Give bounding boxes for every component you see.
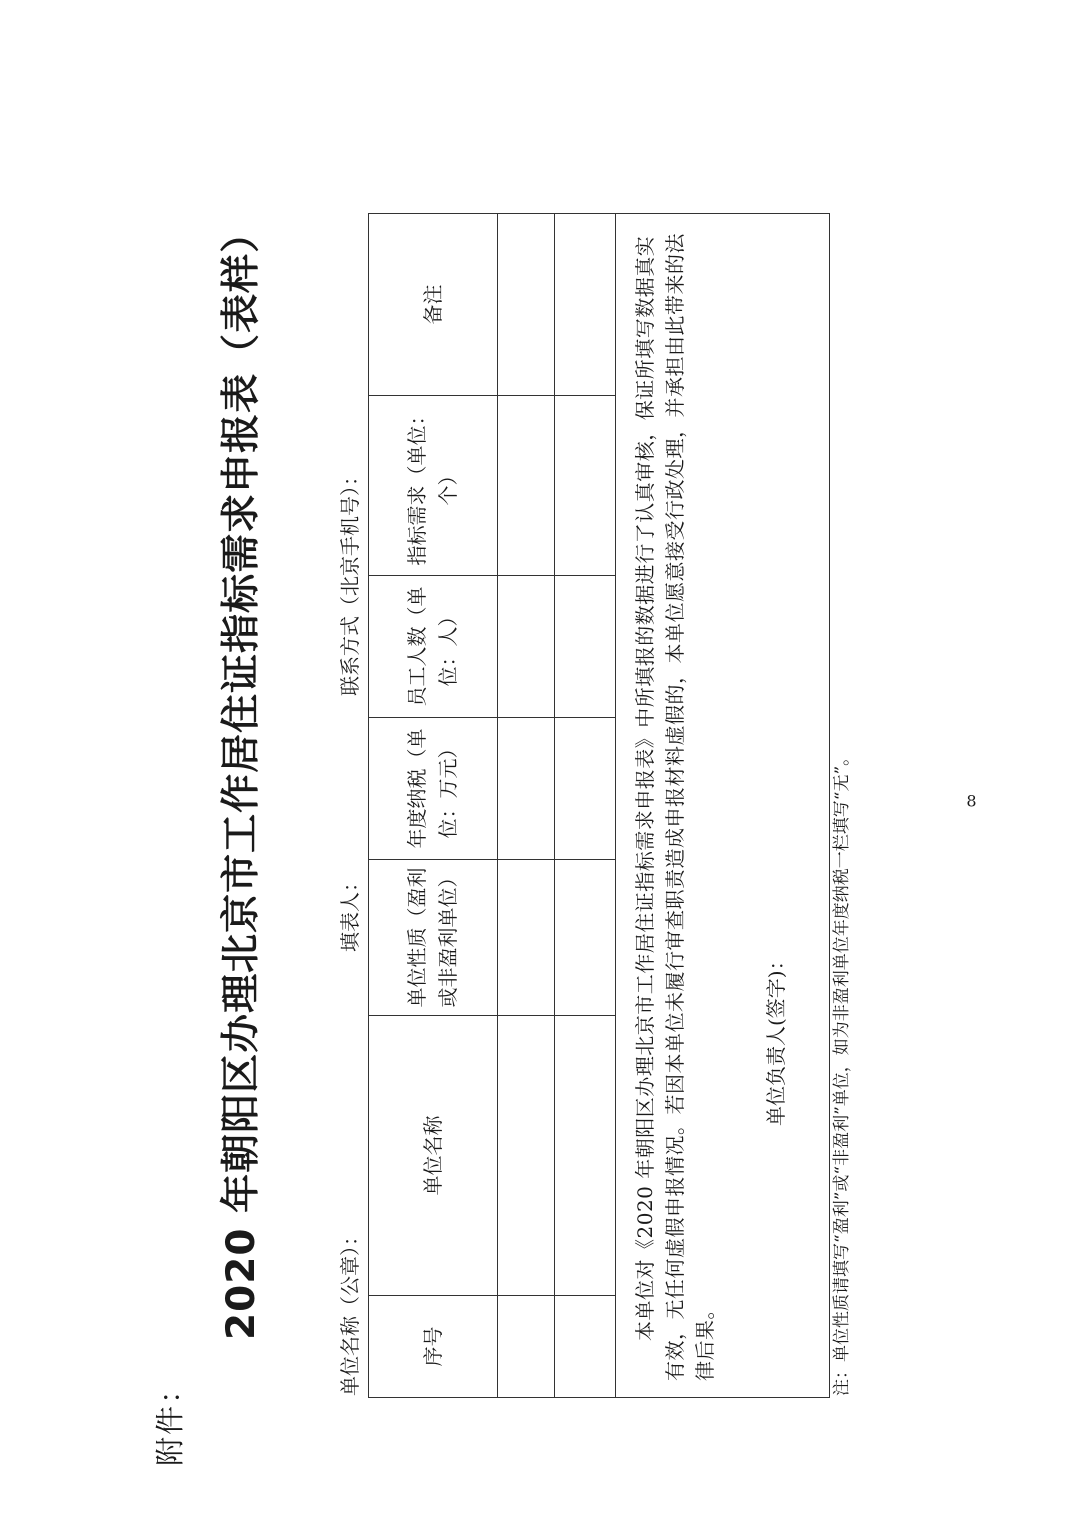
- header-serial-number: 序号: [369, 1296, 498, 1398]
- table-cell[interactable]: [498, 718, 555, 860]
- table-cell[interactable]: [555, 576, 616, 718]
- table-cell[interactable]: [555, 718, 616, 860]
- table-header-row: [369, 214, 498, 1398]
- filler-field-label: 填表人：: [338, 872, 362, 952]
- form-title: 2020 年朝阳区办理北京市工作居住证指标需求申报表（表样）: [219, 212, 264, 1340]
- declaration-cell: [616, 214, 830, 1398]
- table-cell[interactable]: [498, 860, 555, 1016]
- header-unit-name: 单位名称: [369, 1016, 498, 1296]
- attachment-label: 附件：: [153, 1372, 187, 1466]
- header-remarks: 备注: [369, 214, 498, 396]
- declaration-text: 本单位对《2020 年朝阳区办理北京市工作居住证指标需求申报表》中所填报的数据进行了认真审核，保证所填写数据真实有效，无任何虚假申报情况。若因本单位未履行审查职责造成申报材料虚假的，本单位愿意接受行政处理，并承担由此带来的法律后果。: [633, 233, 717, 1381]
- table-cell[interactable]: [555, 396, 616, 576]
- header-quota-demand: 指标需求（单位：个）: [369, 396, 498, 576]
- header-unit-type: 单位性质（盈利或非盈利单位）: [369, 860, 498, 1016]
- contact-field-label: 联系方式（北京手机号）：: [338, 466, 362, 696]
- signature-label: 单位负责人(签字)：: [764, 950, 788, 1126]
- table-cell[interactable]: [555, 1016, 616, 1296]
- page-number: 8: [966, 791, 977, 811]
- table-cell[interactable]: [498, 1016, 555, 1296]
- header-annual-tax: 年度纳税（单位：万元）: [369, 718, 498, 860]
- unit-name-field-label: 单位名称（公章）：: [338, 1226, 362, 1396]
- table-cell[interactable]: [498, 576, 555, 718]
- declaration-row: [616, 214, 830, 1398]
- table-cell[interactable]: [498, 1296, 555, 1398]
- table-cell[interactable]: [555, 214, 616, 396]
- table-cell[interactable]: [555, 860, 616, 1016]
- header-employee-count: 员工人数（单位：人）: [369, 576, 498, 718]
- table-row: [555, 214, 616, 1398]
- table-cell[interactable]: [498, 396, 555, 576]
- table-row: [498, 214, 555, 1398]
- application-table: [368, 213, 830, 1398]
- table-cell[interactable]: [498, 214, 555, 396]
- footnote: 注：单位性质请填写“盈利”或“非盈利”单位，如为非盈利单位年度纳税一栏填写“无”。: [832, 748, 852, 1396]
- table-cell[interactable]: [555, 1296, 616, 1398]
